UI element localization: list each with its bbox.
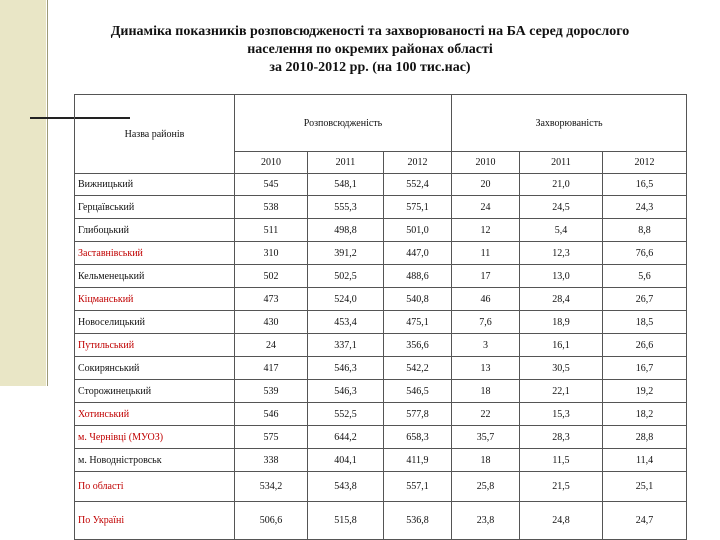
table-cell: 18,2 <box>603 403 687 426</box>
table-cell: 644,2 <box>308 426 384 449</box>
table-cell: 498,8 <box>308 219 384 242</box>
table-cell: 12 <box>452 219 520 242</box>
table-row <box>75 380 687 403</box>
year-header: 2011 <box>520 152 603 174</box>
table-cell: 35,7 <box>452 426 520 449</box>
year-header: 2012 <box>384 152 452 174</box>
table-cell: 577,8 <box>384 403 452 426</box>
table-cell: 338 <box>235 449 308 472</box>
district-name: м. Новодністровськ <box>75 449 235 472</box>
district-name: Герцаївський <box>75 196 235 219</box>
incidence-header: Захворюваність <box>452 95 687 152</box>
table-cell: 21,5 <box>520 472 603 502</box>
table-cell: 511 <box>235 219 308 242</box>
table-cell: 488,6 <box>384 265 452 288</box>
table-cell: 552,4 <box>384 174 452 196</box>
table-cell: 11,4 <box>603 449 687 472</box>
district-name: Кіцманський <box>75 288 235 311</box>
table-row <box>75 242 687 265</box>
table-cell: 453,4 <box>308 311 384 334</box>
table-cell: 506,6 <box>235 502 308 540</box>
district-name: м. Чернівці (МУОЗ) <box>75 426 235 449</box>
table-cell: 23,8 <box>452 502 520 540</box>
table-cell: 30,5 <box>520 357 603 380</box>
table-cell: 545 <box>235 174 308 196</box>
table-cell: 501,0 <box>384 219 452 242</box>
table-row <box>75 311 687 334</box>
table-cell: 473 <box>235 288 308 311</box>
district-name: Сторожинецький <box>75 380 235 403</box>
side-bar-border <box>47 0 48 386</box>
district-name: Заставнівський <box>75 242 235 265</box>
table-cell: 16,5 <box>603 174 687 196</box>
table-row <box>75 472 687 502</box>
table-cell: 24 <box>235 334 308 357</box>
district-name: По області <box>75 472 235 502</box>
table-cell: 548,1 <box>308 174 384 196</box>
table-cell: 16,7 <box>603 357 687 380</box>
slide-title <box>60 23 680 77</box>
decorative-side-bar <box>0 0 46 386</box>
table-cell: 543,8 <box>308 472 384 502</box>
table-cell: 546 <box>235 403 308 426</box>
table-cell: 557,1 <box>384 472 452 502</box>
table-cell: 356,6 <box>384 334 452 357</box>
table-cell: 8,8 <box>603 219 687 242</box>
table-cell: 13,0 <box>520 265 603 288</box>
table-cell: 417 <box>235 357 308 380</box>
table-row <box>75 265 687 288</box>
district-name: Новоселицький <box>75 311 235 334</box>
table-cell: 546,3 <box>308 380 384 403</box>
table-row <box>75 403 687 426</box>
district-name: По Україні <box>75 502 235 540</box>
table-cell: 15,3 <box>520 403 603 426</box>
table-cell: 24,3 <box>603 196 687 219</box>
table-cell: 24,5 <box>520 196 603 219</box>
table-cell: 25,1 <box>603 472 687 502</box>
table-cell: 539 <box>235 380 308 403</box>
district-header: Назва районів <box>75 95 235 174</box>
table-cell: 19,2 <box>603 380 687 403</box>
table-cell: 310 <box>235 242 308 265</box>
title-line-2: населення по окремих районах області <box>247 42 493 57</box>
year-header: 2012 <box>603 152 687 174</box>
table-cell: 538 <box>235 196 308 219</box>
year-header: 2010 <box>452 152 520 174</box>
table-cell: 540,8 <box>384 288 452 311</box>
table-row <box>75 426 687 449</box>
table-cell: 515,8 <box>308 502 384 540</box>
table-cell: 12,3 <box>520 242 603 265</box>
district-name: Хотинський <box>75 403 235 426</box>
table-cell: 24,8 <box>520 502 603 540</box>
table-cell: 337,1 <box>308 334 384 357</box>
table-cell: 447,0 <box>384 242 452 265</box>
table-cell: 575,1 <box>384 196 452 219</box>
table-cell: 26,7 <box>603 288 687 311</box>
table-cell: 542,2 <box>384 357 452 380</box>
table-cell: 3 <box>452 334 520 357</box>
table-cell: 26,6 <box>603 334 687 357</box>
table-cell: 21,0 <box>520 174 603 196</box>
table-row <box>75 196 687 219</box>
table-cell: 76,6 <box>603 242 687 265</box>
district-name: Путильський <box>75 334 235 357</box>
table-cell: 20 <box>452 174 520 196</box>
table-cell: 391,2 <box>308 242 384 265</box>
table-cell: 5,6 <box>603 265 687 288</box>
table-cell: 28,3 <box>520 426 603 449</box>
table-cell: 46 <box>452 288 520 311</box>
table-cell: 5,4 <box>520 219 603 242</box>
table-row <box>75 502 687 540</box>
table-cell: 502,5 <box>308 265 384 288</box>
table-cell: 555,3 <box>308 196 384 219</box>
table-cell: 18,5 <box>603 311 687 334</box>
district-name: Вижницький <box>75 174 235 196</box>
table-cell: 536,8 <box>384 502 452 540</box>
year-header: 2010 <box>235 152 308 174</box>
table-row <box>75 357 687 380</box>
table-cell: 18 <box>452 449 520 472</box>
table-cell: 534,2 <box>235 472 308 502</box>
table-row <box>75 449 687 472</box>
title-line-3: за 2010-2012 рр. (на 100 тис.нас) <box>269 60 471 75</box>
table-cell: 28,4 <box>520 288 603 311</box>
table-cell: 524,0 <box>308 288 384 311</box>
table-cell: 11 <box>452 242 520 265</box>
table-cell: 546,5 <box>384 380 452 403</box>
table-cell: 24 <box>452 196 520 219</box>
table-cell: 11,5 <box>520 449 603 472</box>
table-row <box>75 334 687 357</box>
table-row <box>75 219 687 242</box>
table-cell: 22,1 <box>520 380 603 403</box>
table-cell: 404,1 <box>308 449 384 472</box>
table-cell: 17 <box>452 265 520 288</box>
table-cell: 22 <box>452 403 520 426</box>
table-cell: 18 <box>452 380 520 403</box>
table-row <box>75 288 687 311</box>
district-name: Кельменецький <box>75 265 235 288</box>
table-cell: 7,6 <box>452 311 520 334</box>
district-name: Сокирянський <box>75 357 235 380</box>
table-cell: 475,1 <box>384 311 452 334</box>
year-header: 2011 <box>308 152 384 174</box>
statistics-table <box>74 94 687 540</box>
table-cell: 24,7 <box>603 502 687 540</box>
table-cell: 25,8 <box>452 472 520 502</box>
table-cell: 16,1 <box>520 334 603 357</box>
table-cell: 546,3 <box>308 357 384 380</box>
table-cell: 18,9 <box>520 311 603 334</box>
table-cell: 658,3 <box>384 426 452 449</box>
district-name: Глибоцький <box>75 219 235 242</box>
title-line-1: Динаміка показників розповсюдженості та захворюваності на БА серед дорослого <box>110 24 630 39</box>
table-cell: 575 <box>235 426 308 449</box>
table-cell: 411,9 <box>384 449 452 472</box>
table-cell: 430 <box>235 311 308 334</box>
table-cell: 28,8 <box>603 426 687 449</box>
table-cell: 502 <box>235 265 308 288</box>
table-row <box>75 174 687 196</box>
table-cell: 552,5 <box>308 403 384 426</box>
prevalence-header: Розповсюдженість <box>235 95 452 152</box>
table-cell: 13 <box>452 357 520 380</box>
